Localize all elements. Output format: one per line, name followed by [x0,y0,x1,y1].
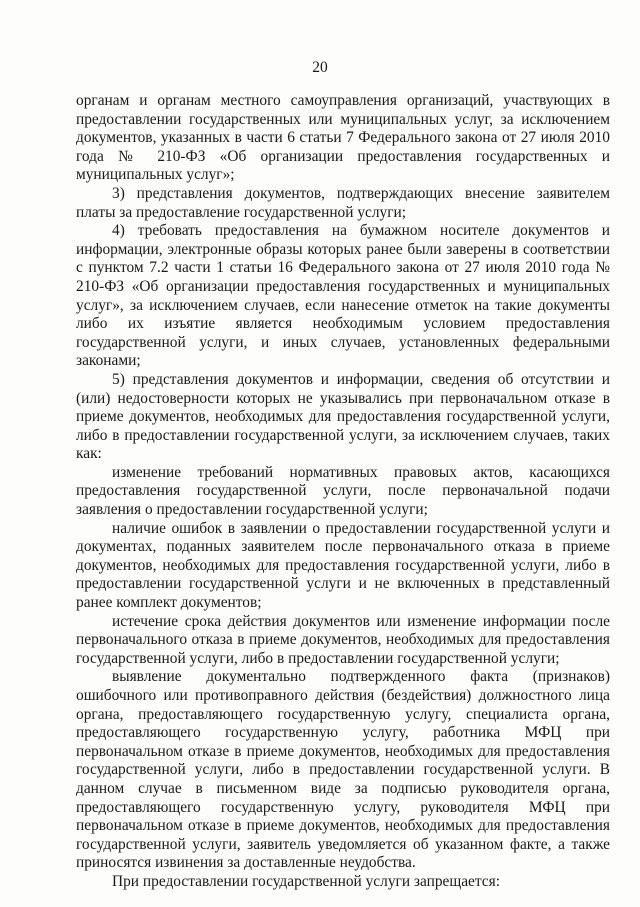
paragraph-item-5: 5) представления документов и информации, сведения об отсутствии и (или) недостоверности которых не указывались при первоначальном отказе в приеме документов, необходимых для предоставления государственной услуги, либо в предоставлении государственной услуги, за исключением случаев, таких как: [76,370,610,463]
document-body [76,92,610,892]
paragraph-item-4: 4) требовать предоставления на бумажном носителе документов и информации, электронные образы которых ранее были заверены в соответствии с пунктом 7.2 части 1 статьи 16 Федерального закона от 27 июля 2010 года № 210-ФЗ «Об организации предоставления государственных и муниципальных услуг», за исключением случаев, если нанесение отметок на такие документы либо их изъятие является необходимым условием предоставления государственной услуги, и иных случаев, установленных федеральными законами; [76,222,610,370]
paragraph-case-expiry: истечение срока действия документов или изменение информации после первоначального отказа в приеме документов, необходимых для предоставления государственной услуги, либо в предоставлении государственной услуги; [76,612,610,667]
paragraph-case-errors: наличие ошибок в заявлении о предоставлении государственной услуги и документах, поданных заявителем после первоначального отказа в приеме документов, необходимых для предоставления государственной услуги, либо в предоставлении государственной услуги и не включенных в представленный ранее комплект документов; [76,519,610,612]
paragraph-item-3: 3) представления документов, подтверждающих внесение заявителем платы за предоставление государственной услуги; [76,184,610,221]
page-number: 20 [312,59,328,76]
paragraph-prohibitions-intro: При предоставлении государственной услуги запрещается: [112,872,500,890]
paragraph-case-requirements-change: изменение требований нормативных правовых актов, касающихся предоставления государственной услуги, после первоначальной подачи заявления о предоставлении государственной услуги; [76,463,610,519]
paragraph-case-official-error: выявление документально подтвержденного факта (признаков) ошибочного или противоправного действия (бездействия) должностного лица органа, предоставляющего государственную услугу, специалиста органа, предоставляющего государственную услугу, работника МФЦ при первоначальном отказе в приеме документов, необходимых для предоставления государственной услуги, либо в предоставлении государственной услуги. В данном случае в письменном виде за подписью руководителя органа, предоставляющего государственную услугу, руководителя МФЦ при первоначальном отказе в приеме документов, необходимых для предоставления государственной услуги, заявитель уведомляется об указанном факте, а также приносятся извинения за доставленные неудобства. [76,668,610,872]
paragraph-continuation: органам и органам местного самоуправления организаций, участвующих в предоставлении государственных или муниципальных услуг, за исключением документов, указанных в части 6 статьи 7 Федерального закона от 27 июля 2010 года № 210-ФЗ «Об организации предоставления государственных и муниципальных услуг»; [76,92,610,184]
